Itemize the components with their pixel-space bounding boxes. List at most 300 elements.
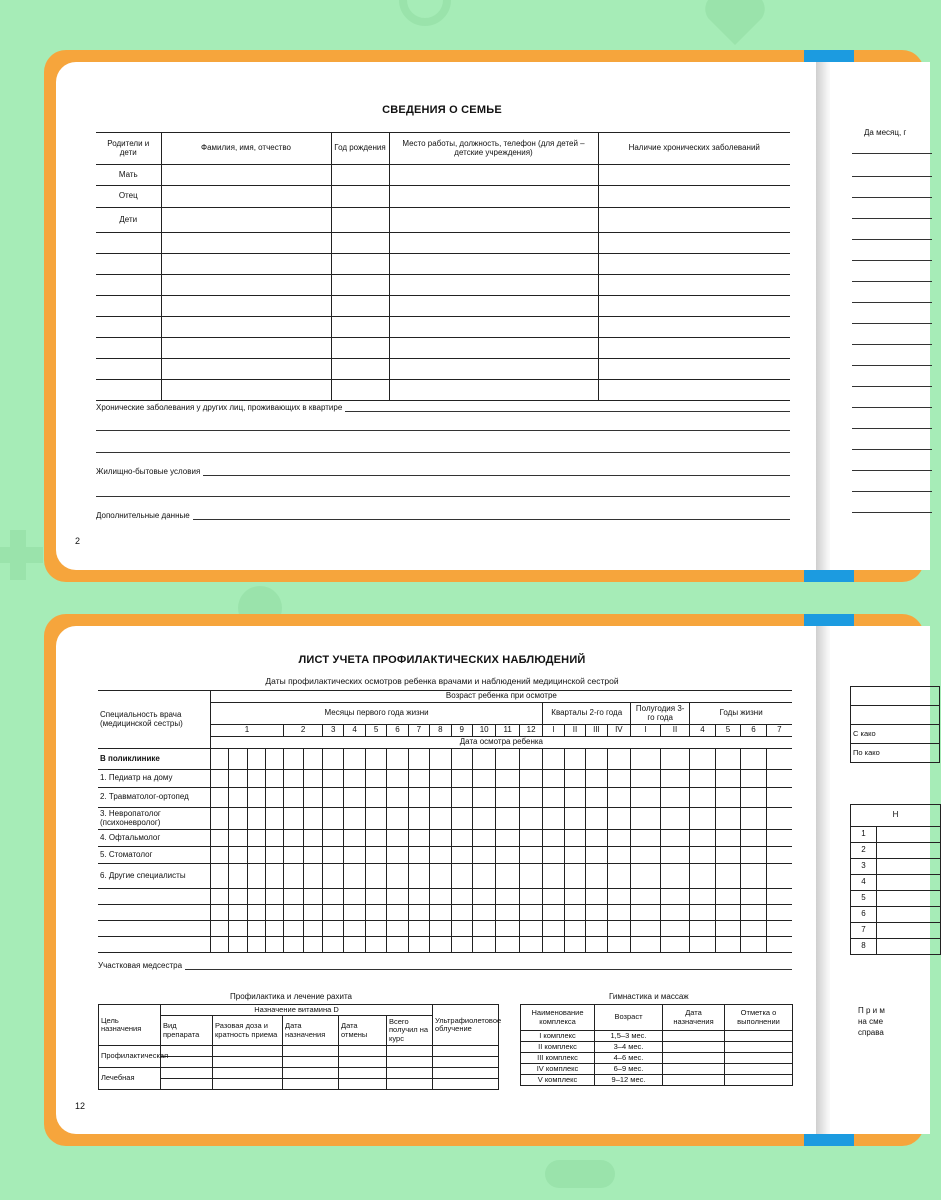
date-cell[interactable]: [430, 889, 451, 905]
date-cell[interactable]: [344, 749, 365, 770]
date-cell[interactable]: [741, 749, 767, 770]
date-cell[interactable]: [323, 889, 344, 905]
date-cell[interactable]: [265, 808, 283, 830]
date-cell[interactable]: [344, 889, 365, 905]
date-cell[interactable]: [766, 770, 792, 788]
ruled-line: [852, 386, 932, 387]
date-cell[interactable]: [741, 808, 767, 830]
date-cell[interactable]: [564, 889, 585, 905]
date-cell[interactable]: [344, 921, 365, 937]
date-cell[interactable]: [265, 905, 283, 921]
date-cell[interactable]: [247, 788, 265, 808]
date-cell[interactable]: [715, 770, 741, 788]
date-cell[interactable]: [387, 921, 408, 937]
date-cell[interactable]: [303, 921, 322, 937]
date-cell[interactable]: [247, 889, 265, 905]
date-cell[interactable]: [303, 749, 322, 770]
date-cell[interactable]: [631, 749, 661, 770]
date-cell[interactable]: [472, 921, 495, 937]
date-cell[interactable]: [229, 749, 247, 770]
date-cell[interactable]: [715, 905, 741, 921]
date-cell[interactable]: [607, 921, 630, 937]
date-cell[interactable]: [247, 905, 265, 921]
date-cell[interactable]: [715, 847, 741, 864]
date-cell[interactable]: [741, 889, 767, 905]
date-cell[interactable]: [365, 847, 386, 864]
date-cell[interactable]: [472, 770, 495, 788]
date-cell[interactable]: [284, 905, 303, 921]
date-cell[interactable]: [519, 921, 542, 937]
date-cell[interactable]: [496, 864, 519, 889]
date-cell[interactable]: [451, 905, 472, 921]
date-cell[interactable]: [496, 847, 519, 864]
date-cell[interactable]: [519, 830, 542, 847]
date-cell[interactable]: [303, 864, 322, 889]
blank-line: [96, 496, 790, 497]
date-cell[interactable]: [543, 921, 564, 937]
date-cell[interactable]: [430, 864, 451, 889]
date-cell[interactable]: [519, 788, 542, 808]
date-cell[interactable]: [365, 864, 386, 889]
date-cell[interactable]: [690, 788, 716, 808]
date-cell[interactable]: [564, 905, 585, 921]
date-cell[interactable]: [430, 905, 451, 921]
date-cell[interactable]: [229, 937, 247, 953]
date-cell[interactable]: [430, 770, 451, 788]
date-cell[interactable]: [365, 830, 386, 847]
date-cell[interactable]: [496, 808, 519, 830]
rickets-table: [98, 1004, 502, 1090]
date-cell[interactable]: [631, 937, 661, 953]
date-cell[interactable]: [430, 830, 451, 847]
date-cell[interactable]: [387, 770, 408, 788]
date-cell[interactable]: [496, 749, 519, 770]
date-cell[interactable]: [387, 788, 408, 808]
date-cell[interactable]: [451, 921, 472, 937]
date-cell[interactable]: [690, 808, 716, 830]
date-cell[interactable]: [430, 788, 451, 808]
date-cell[interactable]: [519, 749, 542, 770]
date-cell[interactable]: [586, 808, 607, 830]
chronic-others-field[interactable]: Хронические заболевания у других лиц, проживающих в квартире: [96, 402, 790, 412]
date-cell[interactable]: [690, 770, 716, 788]
date-cell[interactable]: [284, 830, 303, 847]
date-cell[interactable]: [303, 847, 322, 864]
date-cell[interactable]: [543, 749, 564, 770]
date-cell[interactable]: [690, 864, 716, 889]
date-cell[interactable]: [430, 808, 451, 830]
date-cell[interactable]: [543, 937, 564, 953]
col-header: Вид препарата: [161, 1016, 213, 1046]
date-cell[interactable]: [766, 937, 792, 953]
date-cell[interactable]: [247, 770, 265, 788]
date-cell[interactable]: [586, 937, 607, 953]
date-cell[interactable]: [210, 749, 228, 770]
date-cell[interactable]: [496, 770, 519, 788]
date-cell[interactable]: [631, 770, 661, 788]
date-cell[interactable]: [284, 937, 303, 953]
date-cell[interactable]: [586, 847, 607, 864]
date-cell[interactable]: [344, 770, 365, 788]
date-cell[interactable]: [365, 889, 386, 905]
date-cell[interactable]: [323, 847, 344, 864]
date-cell[interactable]: [210, 905, 228, 921]
date-cell[interactable]: [631, 830, 661, 847]
date-cell[interactable]: [284, 749, 303, 770]
date-cell[interactable]: [472, 864, 495, 889]
date-cell[interactable]: [607, 937, 630, 953]
date-cell[interactable]: [607, 864, 630, 889]
date-cell[interactable]: [472, 889, 495, 905]
date-cell[interactable]: [741, 847, 767, 864]
date-cell[interactable]: [631, 864, 661, 889]
date-cell[interactable]: [365, 937, 386, 953]
date-cell[interactable]: [210, 889, 228, 905]
date-cell[interactable]: [284, 921, 303, 937]
date-cell[interactable]: [265, 788, 283, 808]
date-cell[interactable]: [408, 905, 429, 921]
date-cell[interactable]: [607, 770, 630, 788]
date-cell[interactable]: [472, 847, 495, 864]
date-cell[interactable]: [586, 788, 607, 808]
date-cell[interactable]: [715, 788, 741, 808]
living-conditions-field[interactable]: Жилищно-бытовые условия: [96, 466, 790, 476]
date-cell[interactable]: [607, 847, 630, 864]
date-cell[interactable]: [387, 830, 408, 847]
date-cell[interactable]: [303, 788, 322, 808]
date-cell[interactable]: [344, 830, 365, 847]
date-cell[interactable]: [210, 830, 228, 847]
date-cell[interactable]: [387, 889, 408, 905]
date-cell[interactable]: [323, 749, 344, 770]
date-cell[interactable]: [430, 847, 451, 864]
date-cell[interactable]: [408, 808, 429, 830]
date-cell[interactable]: [631, 889, 661, 905]
date-cell[interactable]: [766, 749, 792, 770]
date-cell[interactable]: [229, 808, 247, 830]
date-cell[interactable]: [303, 905, 322, 921]
date-cell[interactable]: [451, 830, 472, 847]
date-cell[interactable]: [229, 847, 247, 864]
date-cell[interactable]: [660, 788, 690, 808]
date-cell[interactable]: [344, 937, 365, 953]
date-cell[interactable]: [631, 905, 661, 921]
date-cell[interactable]: [265, 864, 283, 889]
date-cell[interactable]: [766, 830, 792, 847]
date-cell[interactable]: [247, 830, 265, 847]
date-cell[interactable]: [586, 905, 607, 921]
date-cell[interactable]: [247, 808, 265, 830]
date-cell[interactable]: [451, 937, 472, 953]
date-cell[interactable]: [631, 921, 661, 937]
date-cell[interactable]: [210, 788, 228, 808]
date-cell[interactable]: [430, 749, 451, 770]
date-cell[interactable]: [631, 788, 661, 808]
date-cell[interactable]: [690, 937, 716, 953]
date-cell[interactable]: [229, 830, 247, 847]
date-cell[interactable]: [660, 921, 690, 937]
date-cell[interactable]: [408, 937, 429, 953]
date-cell[interactable]: [741, 905, 767, 921]
date-cell[interactable]: [265, 770, 283, 788]
date-cell[interactable]: [229, 770, 247, 788]
date-cell[interactable]: [408, 847, 429, 864]
date-cell[interactable]: [607, 830, 630, 847]
date-cell[interactable]: [229, 788, 247, 808]
date-cell[interactable]: [519, 905, 542, 921]
date-cell[interactable]: [564, 830, 585, 847]
date-cell[interactable]: [323, 770, 344, 788]
date-cell[interactable]: [564, 937, 585, 953]
date-cell[interactable]: [564, 864, 585, 889]
date-cell[interactable]: [247, 921, 265, 937]
date-cell[interactable]: [451, 770, 472, 788]
date-cell[interactable]: [387, 937, 408, 953]
date-cell[interactable]: [451, 808, 472, 830]
date-cell[interactable]: [690, 889, 716, 905]
date-cell[interactable]: [519, 889, 542, 905]
date-cell[interactable]: [766, 905, 792, 921]
date-cell[interactable]: [496, 889, 519, 905]
date-cell[interactable]: [519, 847, 542, 864]
date-cell[interactable]: [660, 808, 690, 830]
date-cell[interactable]: [543, 889, 564, 905]
date-cell[interactable]: [766, 864, 792, 889]
date-cell[interactable]: [472, 808, 495, 830]
date-cell[interactable]: [344, 847, 365, 864]
date-cell[interactable]: [564, 749, 585, 770]
date-cell[interactable]: [247, 864, 265, 889]
date-cell[interactable]: [430, 937, 451, 953]
date-cell[interactable]: [344, 864, 365, 889]
date-cell[interactable]: [408, 830, 429, 847]
date-cell[interactable]: [265, 921, 283, 937]
date-cell[interactable]: [323, 905, 344, 921]
date-cell[interactable]: [387, 808, 408, 830]
date-cell[interactable]: [741, 788, 767, 808]
date-cell[interactable]: [323, 937, 344, 953]
date-cell[interactable]: [303, 830, 322, 847]
date-cell[interactable]: [229, 864, 247, 889]
date-cell[interactable]: [247, 937, 265, 953]
date-cell[interactable]: [408, 788, 429, 808]
date-cell[interactable]: [387, 847, 408, 864]
date-cell[interactable]: [472, 937, 495, 953]
date-cell[interactable]: [607, 749, 630, 770]
date-cell[interactable]: [451, 889, 472, 905]
ruled-line: [852, 449, 932, 450]
date-cell[interactable]: [365, 921, 386, 937]
date-cell[interactable]: [715, 749, 741, 770]
date-cell[interactable]: [303, 808, 322, 830]
date-cell[interactable]: [265, 937, 283, 953]
date-cell[interactable]: [265, 749, 283, 770]
date-cell[interactable]: [564, 770, 585, 788]
date-cell[interactable]: [543, 864, 564, 889]
date-cell[interactable]: [472, 749, 495, 770]
date-cell[interactable]: [265, 847, 283, 864]
date-cell[interactable]: [210, 847, 228, 864]
date-cell[interactable]: [715, 864, 741, 889]
date-cell[interactable]: [543, 770, 564, 788]
date-cell[interactable]: [496, 905, 519, 921]
date-cell[interactable]: [387, 749, 408, 770]
date-cell[interactable]: [284, 889, 303, 905]
date-cell[interactable]: [741, 830, 767, 847]
date-cell[interactable]: [451, 847, 472, 864]
date-cell[interactable]: [660, 864, 690, 889]
date-cell[interactable]: [365, 788, 386, 808]
ruled-line: [852, 407, 932, 408]
date-cell[interactable]: [519, 770, 542, 788]
date-cell[interactable]: [210, 921, 228, 937]
date-cell[interactable]: [451, 864, 472, 889]
date-cell[interactable]: [564, 808, 585, 830]
date-cell[interactable]: [586, 830, 607, 847]
date-cell[interactable]: [323, 830, 344, 847]
date-cell[interactable]: [472, 788, 495, 808]
right-page: [830, 62, 930, 570]
date-cell[interactable]: [660, 847, 690, 864]
date-cell[interactable]: [715, 889, 741, 905]
date-cell[interactable]: [607, 808, 630, 830]
date-cell[interactable]: [690, 749, 716, 770]
date-cell[interactable]: [365, 749, 386, 770]
date-cell[interactable]: [365, 770, 386, 788]
date-cell[interactable]: [284, 808, 303, 830]
date-cell[interactable]: [519, 864, 542, 889]
date-cell[interactable]: [543, 808, 564, 830]
date-cell[interactable]: [519, 937, 542, 953]
date-cell[interactable]: [451, 788, 472, 808]
date-cell[interactable]: [210, 808, 228, 830]
date-cell[interactable]: [408, 749, 429, 770]
date-cell[interactable]: [586, 864, 607, 889]
col-header: Всего получил на курс: [387, 1016, 433, 1046]
date-cell[interactable]: [451, 749, 472, 770]
date-cell[interactable]: [715, 937, 741, 953]
date-cell[interactable]: [229, 921, 247, 937]
date-cell[interactable]: [741, 921, 767, 937]
date-cell[interactable]: [631, 847, 661, 864]
date-cell[interactable]: [496, 937, 519, 953]
date-cell[interactable]: [344, 788, 365, 808]
date-cell[interactable]: [472, 905, 495, 921]
date-cell[interactable]: [408, 770, 429, 788]
date-cell[interactable]: [519, 808, 542, 830]
additional-data-field[interactable]: Дополнительные данные: [96, 510, 790, 520]
date-cell[interactable]: [741, 937, 767, 953]
date-cell[interactable]: [660, 905, 690, 921]
date-cell[interactable]: [323, 808, 344, 830]
year-label: 5: [715, 725, 741, 737]
date-cell[interactable]: [660, 749, 690, 770]
date-cell[interactable]: [690, 905, 716, 921]
date-cell[interactable]: [631, 808, 661, 830]
date-cell[interactable]: [715, 808, 741, 830]
date-cell[interactable]: [323, 788, 344, 808]
date-cell[interactable]: [430, 921, 451, 937]
date-cell[interactable]: [229, 905, 247, 921]
date-cell[interactable]: [660, 770, 690, 788]
date-cell[interactable]: [741, 770, 767, 788]
date-cell[interactable]: [543, 905, 564, 921]
date-cell[interactable]: [543, 847, 564, 864]
nurse-field[interactable]: Участковая медсестра: [98, 960, 792, 970]
date-cell[interactable]: [408, 921, 429, 937]
date-cell[interactable]: [365, 905, 386, 921]
date-cell[interactable]: [660, 937, 690, 953]
date-cell[interactable]: [303, 937, 322, 953]
date-cell[interactable]: [365, 808, 386, 830]
date-cell[interactable]: [210, 770, 228, 788]
date-cell[interactable]: [247, 749, 265, 770]
date-cell[interactable]: [766, 788, 792, 808]
date-cell[interactable]: [543, 830, 564, 847]
date-cell[interactable]: [265, 889, 283, 905]
date-cell[interactable]: [496, 830, 519, 847]
date-cell[interactable]: [564, 921, 585, 937]
date-cell[interactable]: [543, 788, 564, 808]
date-cell[interactable]: [265, 830, 283, 847]
date-cell[interactable]: [344, 808, 365, 830]
date-cell[interactable]: [387, 905, 408, 921]
date-cell[interactable]: [586, 770, 607, 788]
date-cell[interactable]: [210, 937, 228, 953]
date-cell[interactable]: [303, 770, 322, 788]
date-cell[interactable]: [660, 889, 690, 905]
date-cell[interactable]: [496, 921, 519, 937]
date-cell[interactable]: [284, 770, 303, 788]
date-cell[interactable]: [210, 864, 228, 889]
date-cell[interactable]: [472, 830, 495, 847]
date-cell[interactable]: [496, 788, 519, 808]
date-cell[interactable]: [607, 788, 630, 808]
date-cell[interactable]: [715, 830, 741, 847]
date-cell[interactable]: [607, 889, 630, 905]
date-cell[interactable]: [408, 864, 429, 889]
date-cell[interactable]: [284, 864, 303, 889]
date-cell[interactable]: [323, 921, 344, 937]
date-cell[interactable]: [690, 921, 716, 937]
date-cell[interactable]: [323, 864, 344, 889]
date-cell[interactable]: [284, 847, 303, 864]
date-cell[interactable]: [387, 864, 408, 889]
date-cell[interactable]: [284, 788, 303, 808]
date-cell[interactable]: [741, 864, 767, 889]
date-cell[interactable]: [303, 889, 322, 905]
spec-header: Специальность врача (медицинской сестры): [98, 691, 210, 749]
date-cell[interactable]: [564, 847, 585, 864]
date-cell[interactable]: [344, 905, 365, 921]
date-cell[interactable]: [766, 847, 792, 864]
date-cell[interactable]: [690, 847, 716, 864]
date-cell[interactable]: [766, 921, 792, 937]
date-cell[interactable]: [586, 889, 607, 905]
date-cell[interactable]: [715, 921, 741, 937]
date-cell[interactable]: [408, 889, 429, 905]
date-cell[interactable]: [586, 749, 607, 770]
date-cell[interactable]: [690, 830, 716, 847]
date-cell[interactable]: [247, 847, 265, 864]
date-cell[interactable]: [564, 788, 585, 808]
date-cell[interactable]: [586, 921, 607, 937]
date-cell[interactable]: [607, 905, 630, 921]
date-cell[interactable]: [229, 889, 247, 905]
date-cell[interactable]: [766, 808, 792, 830]
date-cell[interactable]: [766, 889, 792, 905]
date-cell[interactable]: [660, 830, 690, 847]
